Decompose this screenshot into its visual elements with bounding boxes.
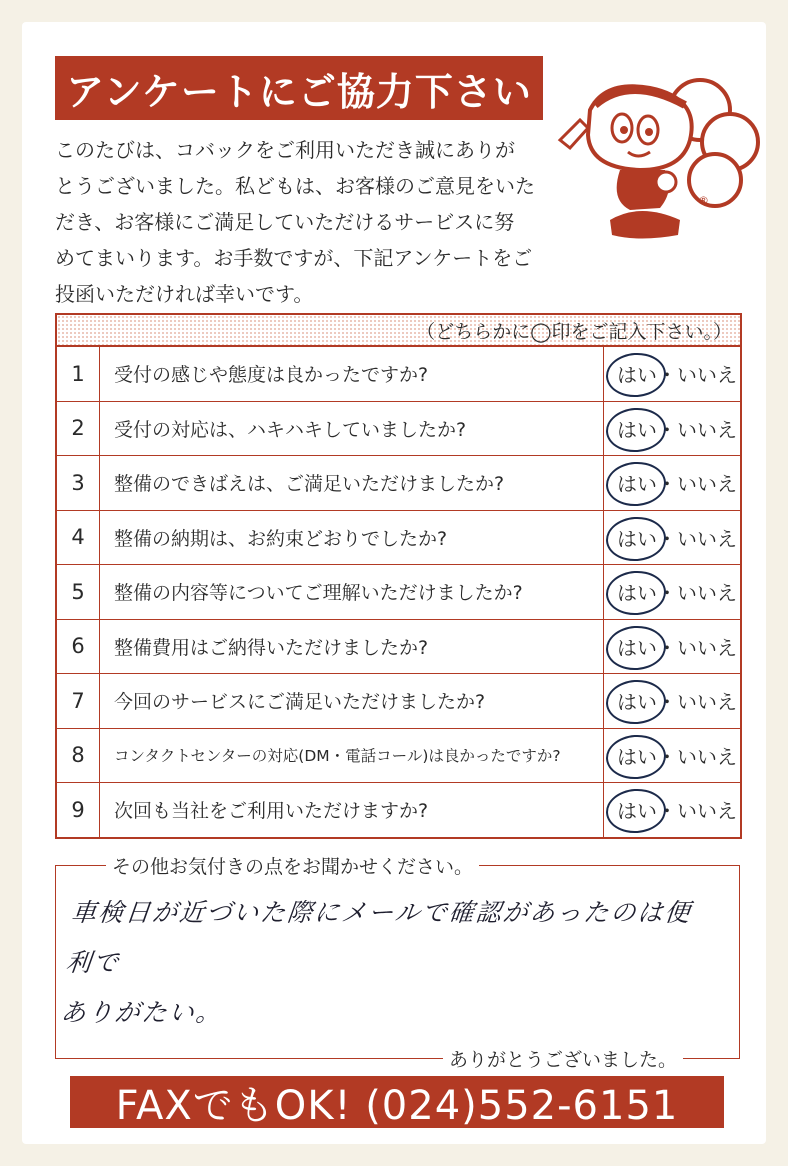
question-text: 次回も当社をご利用いただけますか? [100, 783, 604, 837]
question-text: コンタクトセンターの対応(DM・電話コール)は良かったですか? [100, 729, 604, 783]
comments-label: その他お気付きの点をお聞かせください。 [106, 852, 479, 879]
selected-circle-mark [605, 405, 668, 453]
answer-options[interactable] [604, 402, 740, 456]
selected-circle-mark [605, 623, 668, 671]
registered-mark: ® [698, 194, 709, 207]
question-text: 整備の内容等についてご理解いただけましたか? [100, 565, 604, 619]
answer-no[interactable]: ・いいえ [657, 526, 737, 551]
question-text: 整備のできばえは、ご満足いただけましたか? [100, 456, 604, 510]
answer-no[interactable]: ・いいえ [657, 472, 737, 497]
answer-yes[interactable]: はい [617, 472, 657, 497]
comments-box[interactable] [55, 856, 740, 1071]
survey-instruction: （どちらかに◯印をご記入下さい。） [57, 315, 740, 347]
intro-line: めてまいります。お手数ですが、下記アンケートをご [55, 246, 533, 270]
question-number: 2 [57, 402, 100, 456]
question-row [57, 565, 740, 620]
selected-circle-mark [605, 460, 668, 508]
answer-yes[interactable]: はい [617, 363, 657, 388]
answer-no[interactable]: ・いいえ [657, 799, 737, 824]
question-number: 7 [57, 674, 100, 728]
selected-circle-mark [605, 351, 668, 399]
answer-no[interactable]: ・いいえ [657, 363, 737, 388]
question-text: 整備費用はご納得いただけましたか? [100, 620, 604, 674]
answer-yes[interactable]: はい [617, 526, 657, 551]
answer-no[interactable]: ・いいえ [657, 581, 737, 606]
answer-options[interactable] [604, 511, 740, 565]
answer-options[interactable] [604, 674, 740, 728]
question-number: 1 [57, 347, 100, 401]
question-row [57, 456, 740, 511]
selected-circle-mark [605, 732, 668, 780]
question-row [57, 402, 740, 457]
answer-yes[interactable]: はい [617, 799, 657, 824]
answer-yes[interactable]: はい [617, 690, 657, 715]
question-number: 5 [57, 565, 100, 619]
question-row [57, 783, 740, 837]
answer-options[interactable] [604, 783, 740, 837]
question-row [57, 511, 740, 566]
mascot-illustration [550, 70, 765, 250]
answer-yes[interactable]: はい [617, 581, 657, 606]
question-row [57, 729, 740, 784]
answer-yes[interactable]: はい [617, 744, 657, 769]
thanks-text: ありがとうございました。 [443, 1045, 683, 1072]
question-text: 今回のサービスにご満足いただけましたか? [100, 674, 604, 728]
question-text: 受付の対応は、ハキハキしていましたか? [100, 402, 604, 456]
question-row [57, 674, 740, 729]
question-number: 4 [57, 511, 100, 565]
question-text: 整備の納期は、お約束どおりでしたか? [100, 511, 604, 565]
question-number: 9 [57, 783, 100, 837]
selected-circle-mark [605, 569, 668, 617]
intro-line: 投函いただければ幸いです。 [55, 282, 314, 306]
fax-banner: FAXでもOK! (024)552-6151 [70, 1076, 724, 1128]
answer-options[interactable] [604, 729, 740, 783]
handwritten-line: 車検日が近づいた際にメールで確認があったのは便利で [64, 898, 694, 977]
answer-options[interactable] [604, 620, 740, 674]
question-number: 3 [57, 456, 100, 510]
answer-options[interactable] [604, 456, 740, 510]
selected-circle-mark [605, 787, 668, 835]
selected-circle-mark [605, 678, 668, 726]
intro-line: だき、お客様にご満足していただけるサービスに努 [55, 210, 515, 234]
intro-text [55, 132, 555, 312]
page-title: アンケートにご協力下さい [55, 56, 543, 120]
intro-line: とうございました。私どもは、お客様のご意見をいた [55, 174, 535, 198]
question-number: 8 [57, 729, 100, 783]
answer-no[interactable]: ・いいえ [657, 635, 737, 660]
question-row [57, 620, 740, 675]
intro-line: このたびは、コバックをご利用いただき誠にありが [55, 138, 515, 162]
answer-no[interactable]: ・いいえ [657, 744, 737, 769]
question-row [57, 347, 740, 402]
answer-yes[interactable]: はい [617, 417, 657, 442]
handwritten-comment [58, 888, 714, 1038]
answer-options[interactable] [604, 347, 740, 401]
question-text: 受付の感じや態度は良かったですか? [100, 347, 604, 401]
answer-no[interactable]: ・いいえ [657, 690, 737, 715]
answer-no[interactable]: ・いいえ [657, 417, 737, 442]
answer-yes[interactable]: はい [617, 635, 657, 660]
survey-table [55, 313, 742, 839]
handwritten-line: ありがたい。 [59, 998, 225, 1027]
answer-options[interactable] [604, 565, 740, 619]
question-number: 6 [57, 620, 100, 674]
selected-circle-mark [605, 514, 668, 562]
